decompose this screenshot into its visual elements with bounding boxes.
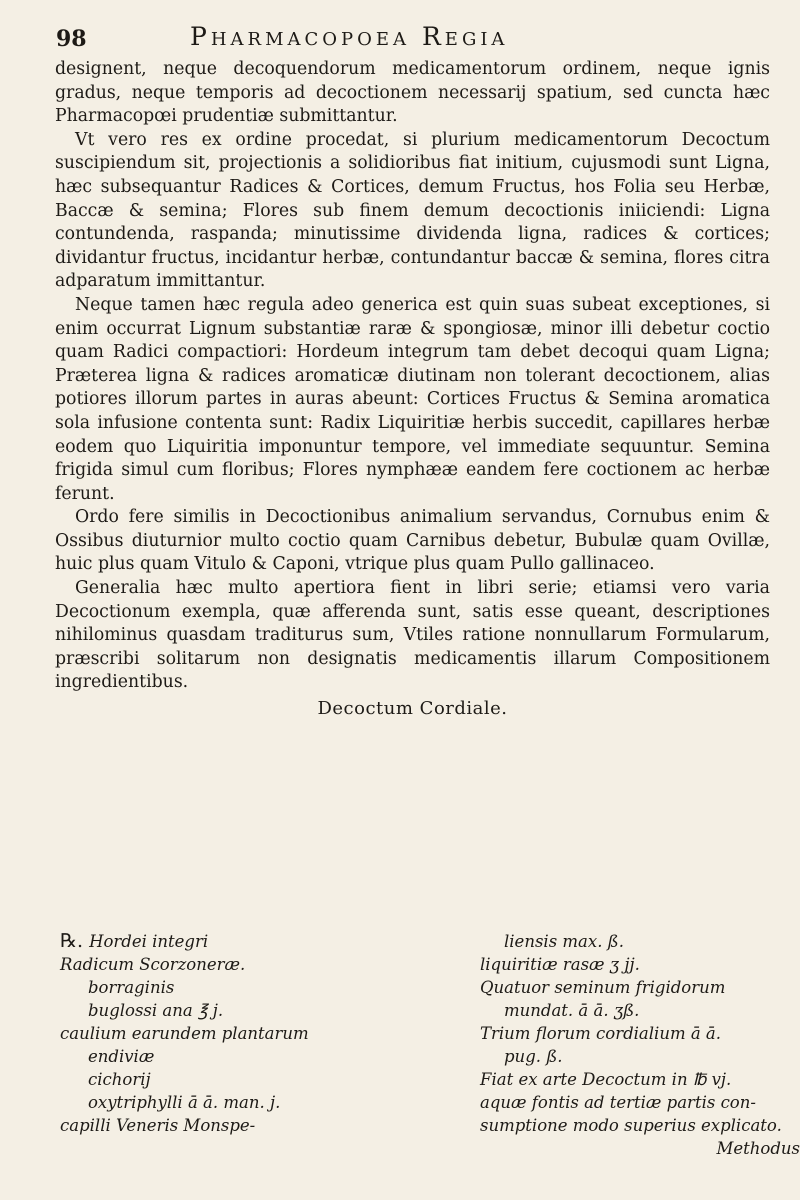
recipe-line: oxytriphylli ā ā. man. j. (88, 1093, 281, 1112)
recipe-line: Fiat ex arte Decoctum in ℔ vj. (480, 1070, 732, 1089)
catchword: Methodus (716, 1139, 800, 1158)
paragraph: Vt vero res ex ordine procedat, si plurium medicamentorum Decoctum suscipiendum sit, projectionis a solidioribus fiat initium, cujusmodi sunt Ligna, hæc subsequantur Radices & Cortices, demum Fructus, hos Folia seu Herbæ, Baccæ & semina; Flores sub finem demum decoctionis iniiciendi: Ligna contundenda, raspanda; minutissime dividenda ligna, radices & cortices; dividantur fructus, incidantur herbæ, contundantur baccæ & semina, flores citra adparatum immittantur. (55, 129, 770, 292)
recipe-line: cichorij (88, 1070, 151, 1089)
recipe-line: Quatuor seminum frigidorum (480, 978, 726, 997)
recipe-line: endiviæ (88, 1047, 155, 1066)
section-title: Decoctum Cordiale. (317, 698, 508, 720)
recipe-line: capilli Veneris Monspe- (60, 1116, 256, 1135)
recipe-line: Radicum Scorzoneræ. (60, 955, 246, 974)
recipe-right-column (480, 930, 800, 1160)
recipe-line: buglossi ana ℥ j. (88, 1001, 224, 1020)
recipe-line: liquiritiæ rasæ ʒ jj. (480, 955, 640, 974)
running-head: Pharmacopoea Regia (190, 22, 509, 51)
recipe-line: Trium florum cordialium ā ā. (480, 1024, 722, 1043)
recipe-line: ℞. Hordei integri (60, 930, 209, 952)
page-number: 98 (56, 26, 87, 52)
paragraph: designent, neque decoquendorum medicamentorum ordinem, neque ignis gradus, neque temporis ad decoctionem necessarij spatium, sed cuncta hæc Pharmacopœi prudentiæ submittantur. (55, 59, 770, 127)
recipe-line: pug. ß. (504, 1047, 563, 1066)
recipe-line: liensis max. ß. (504, 932, 624, 951)
recipe-line: borraginis (88, 978, 175, 997)
recipe-line: aquæ fontis ad tertiæ partis con- (480, 1093, 756, 1112)
paragraph: Ordo fere similis in Decoctionibus animalium servandus, Cornubus enim & Ossibus diuturnior multo coctio quam Carnibus debetur, Bubulæ quam Ovillæ, huic plus quam Vitulo & Caponi, vtrique plus quam Pullo gallinaceo. (55, 507, 770, 575)
recipe-symbol: ℞. (60, 930, 84, 952)
main-text (55, 58, 770, 723)
recipe-left-column (60, 930, 390, 1137)
recipe-line: sumptione modo superius explicato. (480, 1116, 782, 1135)
paragraph: Neque tamen hæc regula adeo generica est quin suas subeat exceptiones, si enim occurrat Lignum substantiæ raræ & spongiosæ, minor illi debetur coctio quam Radici compactiori: Hordeum integrum tam debet decoqui quam Ligna; Præterea ligna & radices aromaticæ diutinam non tolerant decoctionem, alias potiores illorum partes in auras abeunt: Cortices Fructus & Semina aromatica sola infusione contenta sunt: Radix Liquiritiæ herbis succedit, capillares herbæ eodem quo Liquiritia imponuntur tempore, vel immediate sequuntur. Semina frigida simul cum floribus; Flores nymphææ eandem fere coctionem ac herbæ ferunt. (55, 294, 770, 504)
recipe-line: caulium earundem plantarum (60, 1024, 309, 1043)
paragraph: Generalia hæc multo apertiora fient in libri serie; etiamsi vero varia Decoctionum exempla, quæ afferenda sunt, satis esse queant, descriptiones nihilominus quasdam traditurus sum, Vtiles ratione nonnullarum Formularum, præscribi solitarum non designatis medicamentis illarum Compositionem ingredientibus. (55, 578, 770, 693)
page-header (40, 22, 760, 52)
recipe-line: mundat. ā ā. ʒß. (504, 1001, 640, 1020)
